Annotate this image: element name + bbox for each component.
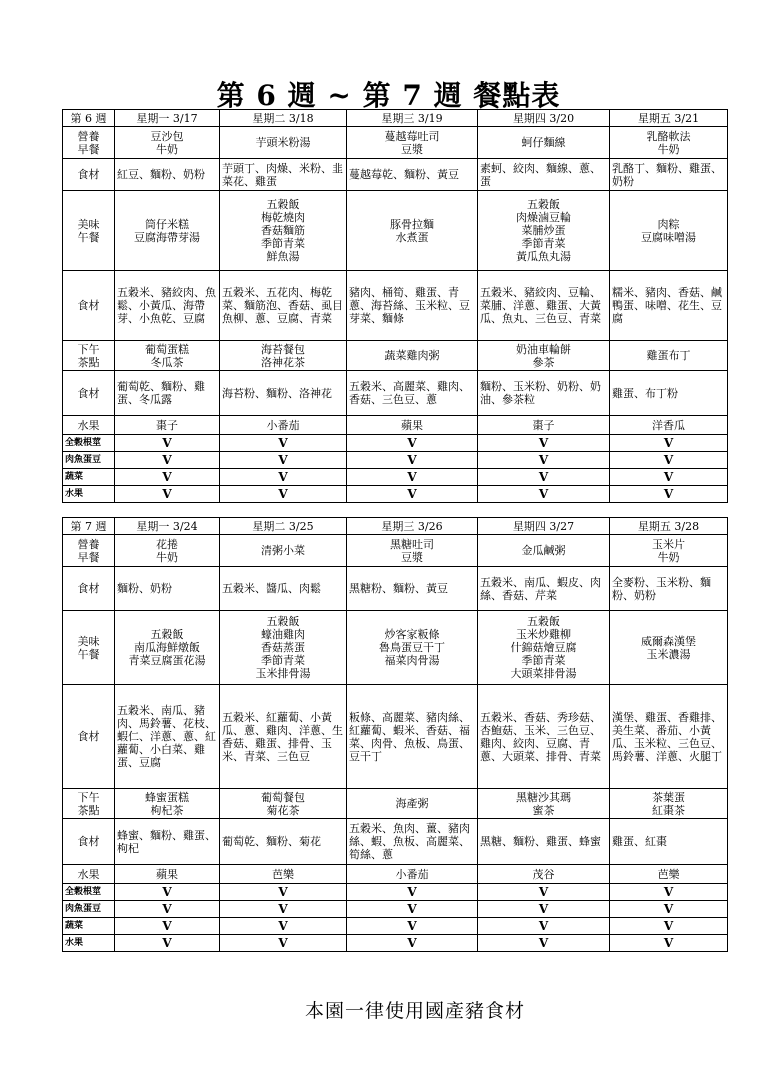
fruit-cell: 芭樂 (220, 865, 347, 884)
breakfast-cell: 芋頭米粉湯 (220, 127, 347, 159)
week6-lunch-row (63, 191, 728, 271)
breakfast-ingredients-cell: 五穀米、醬瓜、肉鬆 (220, 567, 347, 611)
fruit-cell: 小番茄 (220, 416, 347, 435)
check-mark: V (220, 935, 347, 952)
week7-check-row (63, 918, 728, 935)
fruit-cell: 芭樂 (610, 865, 728, 884)
check-mark: V (347, 935, 478, 952)
breakfast-ingredients-cell: 五穀米、南瓜、蝦皮、肉絲、香菇、芹菜 (478, 567, 610, 611)
row-label-breakfast: 營養 早餐 (63, 535, 115, 567)
check-mark: V (220, 452, 347, 469)
breakfast-cell: 豆沙包 牛奶 (115, 127, 220, 159)
check-mark: V (347, 452, 478, 469)
row-label-lunch: 美味 午餐 (63, 611, 115, 685)
row-label-ingredients: 食材 (63, 371, 115, 416)
fruit-cell: 茂谷 (478, 865, 610, 884)
snack-ingredients-cell: 麵粉、玉米粉、奶粉、奶油、參茶粒 (478, 371, 610, 416)
row-label-fruit: 水果 (63, 416, 115, 435)
week6-days-row (63, 110, 728, 127)
check-mark: V (478, 435, 610, 452)
week7-check-row (63, 901, 728, 918)
lunch-ingredients-cell: 五穀米、香菇、秀珍菇、杏鮑菇、玉米、三色豆、雞肉、絞肉、豆腐、青蔥、大頭菜、排骨、青菜 (478, 685, 610, 789)
food-group-label: 水果 (63, 935, 115, 952)
week7-lunch-row (63, 611, 728, 685)
breakfast-cell: 花捲 牛奶 (115, 535, 220, 567)
week7-fruit-row (63, 865, 728, 884)
check-mark: V (610, 901, 728, 918)
lunch-cell: 炒客家粄條 魯鳥蛋豆干丁 福菜肉骨湯 (347, 611, 478, 685)
breakfast-cell: 蔓越莓吐司 豆漿 (347, 127, 478, 159)
fruit-cell: 棗子 (478, 416, 610, 435)
week7-table (62, 517, 728, 952)
check-mark: V (220, 486, 347, 503)
breakfast-ingredients-cell: 乳酪丁、麵粉、雞蛋、奶粉 (610, 159, 728, 191)
snack-ingredients-cell: 葡萄乾、麵粉、菊花 (220, 819, 347, 865)
food-group-label: 全穀根莖 (63, 435, 115, 452)
check-mark: V (347, 469, 478, 486)
check-mark: V (347, 435, 478, 452)
row-label-snack: 下午 茶點 (63, 789, 115, 819)
week7-lunch_ing-row (63, 685, 728, 789)
snack-ingredients-cell: 蜂蜜、麵粉、雞蛋、枸杞 (115, 819, 220, 865)
lunch-cell: 五穀飯 南瓜海鮮燉飯 青菜豆腐蛋花湯 (115, 611, 220, 685)
week6-fruit-row (63, 416, 728, 435)
snack-cell: 黑糖沙其瑪 蜜茶 (478, 789, 610, 819)
snack-cell: 海苔餐包 洛神花茶 (220, 341, 347, 371)
snack-cell: 奶油車輪餅 參茶 (478, 341, 610, 371)
breakfast-ingredients-cell: 蔓越莓乾、麵粉、黃豆 (347, 159, 478, 191)
check-mark: V (478, 486, 610, 503)
snack-cell: 茶葉蛋 紅棗茶 (610, 789, 728, 819)
check-mark: V (478, 884, 610, 901)
week6-check-row (63, 469, 728, 486)
check-mark: V (478, 935, 610, 952)
day-header: 星期四 3/20 (478, 110, 610, 127)
week7-snack_ing-row (63, 819, 728, 865)
snack-ingredients-cell: 五穀米、高麗菜、雞肉、香菇、三色豆、蔥 (347, 371, 478, 416)
row-label-snack: 下午 茶點 (63, 341, 115, 371)
fruit-cell: 小番茄 (347, 865, 478, 884)
lunch-ingredients-cell: 漢堡、雞蛋、香雞排、美生菜、番茄、小黃瓜、玉米粒、三色豆、馬鈴薯、洋蔥、火腿丁 (610, 685, 728, 789)
breakfast-ingredients-cell: 黑糖粉、麵粉、黃豆 (347, 567, 478, 611)
check-mark: V (115, 486, 220, 503)
week6-snack-row (63, 341, 728, 371)
breakfast-cell: 蚵仔麵線 (478, 127, 610, 159)
snack-ingredients-cell: 葡萄乾、麵粉、雞蛋、冬瓜露 (115, 371, 220, 416)
row-label-ingredients: 食材 (63, 159, 115, 191)
day-header: 星期二 3/18 (220, 110, 347, 127)
snack-cell: 雞蛋布丁 (610, 341, 728, 371)
footer-note: 本園一律使用國產豬食材 (304, 1000, 525, 1022)
week7-check-row (63, 935, 728, 952)
breakfast-ingredients-cell: 素蚵、絞肉、麵線、蔥、蛋 (478, 159, 610, 191)
check-mark: V (347, 918, 478, 935)
day-header: 星期四 3/27 (478, 518, 610, 535)
breakfast-ingredients-cell: 紅豆、麵粉、奶粉 (115, 159, 220, 191)
check-mark: V (478, 469, 610, 486)
week6-table (62, 109, 728, 503)
week7-snack-row (63, 789, 728, 819)
page-title: 第 6 週 ~ 第 7 週 餐點表 (216, 79, 561, 112)
week6-breakfast_ing-row (63, 159, 728, 191)
fruit-cell: 棗子 (115, 416, 220, 435)
check-mark: V (347, 884, 478, 901)
breakfast-ingredients-cell: 全麥粉、玉米粉、麵粉、奶粉 (610, 567, 728, 611)
lunch-cell: 威爾森漢堡 玉米濃湯 (610, 611, 728, 685)
food-group-label: 水果 (63, 486, 115, 503)
week6-breakfast-row (63, 127, 728, 159)
lunch-ingredients-cell: 五穀米、南瓜、豬肉、馬鈴薯、花枝、蝦仁、洋蔥、蔥、紅蘿蔔、小白菜、雞蛋、豆腐 (115, 685, 220, 789)
row-label-ingredients: 食材 (63, 685, 115, 789)
check-mark: V (220, 918, 347, 935)
snack-cell: 蔬菜雞肉粥 (347, 341, 478, 371)
day-header: 星期一 3/17 (115, 110, 220, 127)
day-header: 星期二 3/25 (220, 518, 347, 535)
breakfast-ingredients-cell: 麵粉、奶粉 (115, 567, 220, 611)
fruit-cell: 洋香瓜 (610, 416, 728, 435)
breakfast-cell: 乳酪軟法 牛奶 (610, 127, 728, 159)
check-mark: V (220, 901, 347, 918)
lunch-ingredients-cell: 五穀米、紅蘿蔔、小黃瓜、蔥、雞肉、洋蔥、生香菇、雞蛋、排骨、玉米、青菜、三色豆 (220, 685, 347, 789)
check-mark: V (115, 469, 220, 486)
snack-ingredients-cell: 雞蛋、布丁粉 (610, 371, 728, 416)
breakfast-cell: 清粥小菜 (220, 535, 347, 567)
week6-snack_ing-row (63, 371, 728, 416)
check-mark: V (610, 486, 728, 503)
check-mark: V (610, 435, 728, 452)
lunch-cell: 五穀飯 玉米炒雞柳 什錦菇燴豆腐 季節青菜 大頭菜排骨湯 (478, 611, 610, 685)
snack-ingredients-cell: 黑糖、麵粉、雞蛋、蜂蜜 (478, 819, 610, 865)
row-label-breakfast: 營養 早餐 (63, 127, 115, 159)
snack-cell: 海產粥 (347, 789, 478, 819)
check-mark: V (610, 884, 728, 901)
week6-check-row (63, 452, 728, 469)
check-mark: V (115, 918, 220, 935)
check-mark: V (610, 452, 728, 469)
check-mark: V (478, 452, 610, 469)
week6-lunch_ing-row (63, 271, 728, 341)
check-mark: V (220, 435, 347, 452)
lunch-cell: 肉粽 豆腐味噌湯 (610, 191, 728, 271)
fruit-cell: 蘋果 (347, 416, 478, 435)
row-label-lunch: 美味 午餐 (63, 191, 115, 271)
day-header: 星期一 3/24 (115, 518, 220, 535)
check-mark: V (220, 469, 347, 486)
lunch-ingredients-cell: 五穀米、豬絞肉、魚鬆、小黃瓜、海帶芽、小魚乾、豆腐 (115, 271, 220, 341)
week7-breakfast-row (63, 535, 728, 567)
food-group-label: 全穀根莖 (63, 884, 115, 901)
food-group-label: 蔬菜 (63, 469, 115, 486)
week6-check-row (63, 486, 728, 503)
lunch-ingredients-cell: 五穀米、五花肉、梅乾菜、麵筋泡、香菇、虱目魚柳、蔥、豆腐、青菜 (220, 271, 347, 341)
check-mark: V (115, 901, 220, 918)
check-mark: V (347, 486, 478, 503)
lunch-ingredients-cell: 五穀米、豬絞肉、豆輪、菜脯、洋蔥、雞蛋、大黃瓜、魚丸、三色豆、青菜 (478, 271, 610, 341)
lunch-cell: 筒仔米糕 豆腐海帶芽湯 (115, 191, 220, 271)
day-header: 星期五 3/28 (610, 518, 728, 535)
week7-breakfast_ing-row (63, 567, 728, 611)
day-header: 星期三 3/19 (347, 110, 478, 127)
check-mark: V (478, 901, 610, 918)
snack-ingredients-cell: 雞蛋、紅棗 (610, 819, 728, 865)
lunch-cell: 五穀飯 肉燥滷豆輪 菜脯炒蛋 季節青菜 黃瓜魚丸湯 (478, 191, 610, 271)
week-label: 第 7 週 (63, 518, 115, 535)
lunch-ingredients-cell: 糯米、豬肉、香菇、鹹鴨蛋、味噌、花生、豆腐 (610, 271, 728, 341)
row-label-ingredients: 食材 (63, 819, 115, 865)
snack-cell: 葡萄蛋糕 冬瓜茶 (115, 341, 220, 371)
snack-cell: 葡萄餐包 菊花茶 (220, 789, 347, 819)
food-group-label: 蔬菜 (63, 918, 115, 935)
food-group-label: 肉魚蛋豆 (63, 901, 115, 918)
check-mark: V (220, 884, 347, 901)
row-label-ingredients: 食材 (63, 271, 115, 341)
food-group-label: 肉魚蛋豆 (63, 452, 115, 469)
check-mark: V (610, 469, 728, 486)
snack-cell: 蜂蜜蛋糕 枸杞茶 (115, 789, 220, 819)
check-mark: V (115, 884, 220, 901)
breakfast-cell: 玉米片 牛奶 (610, 535, 728, 567)
week6-check-row (63, 435, 728, 452)
check-mark: V (610, 918, 728, 935)
row-label-fruit: 水果 (63, 865, 115, 884)
lunch-cell: 五穀飯 梅乾燒肉 香菇麵筋 季節青菜 鮮魚湯 (220, 191, 347, 271)
row-label-ingredients: 食材 (63, 567, 115, 611)
check-mark: V (115, 452, 220, 469)
lunch-ingredients-cell: 粄條、高麗菜、豬肉絲、紅蘿蔔、蝦米、香菇、福菜、肉骨、魚板、鳥蛋、豆干丁 (347, 685, 478, 789)
check-mark: V (347, 901, 478, 918)
breakfast-cell: 黑糖吐司 豆漿 (347, 535, 478, 567)
breakfast-cell: 金瓜鹹粥 (478, 535, 610, 567)
check-mark: V (115, 435, 220, 452)
day-header: 星期三 3/26 (347, 518, 478, 535)
week-label: 第 6 週 (63, 110, 115, 127)
week7-days-row (63, 518, 728, 535)
fruit-cell: 蘋果 (115, 865, 220, 884)
lunch-cell: 豚骨拉麵 水煮蛋 (347, 191, 478, 271)
week7-check-row (63, 884, 728, 901)
check-mark: V (610, 935, 728, 952)
lunch-cell: 五穀飯 蠔油雞肉 香菇蒸蛋 季節青菜 玉米排骨湯 (220, 611, 347, 685)
check-mark: V (478, 918, 610, 935)
breakfast-ingredients-cell: 芋頭丁、肉燥、米粉、韭菜花、雞蛋 (220, 159, 347, 191)
day-header: 星期五 3/21 (610, 110, 728, 127)
check-mark: V (115, 935, 220, 952)
lunch-ingredients-cell: 豬肉、桶筍、雞蛋、青蔥、海苔絲、玉米粒、豆芽菜、麵條 (347, 271, 478, 341)
snack-ingredients-cell: 海苔粉、麵粉、洛神花 (220, 371, 347, 416)
snack-ingredients-cell: 五穀米、魚肉、薑、豬肉絲、蝦、魚板、高麗菜、筍絲、蔥 (347, 819, 478, 865)
